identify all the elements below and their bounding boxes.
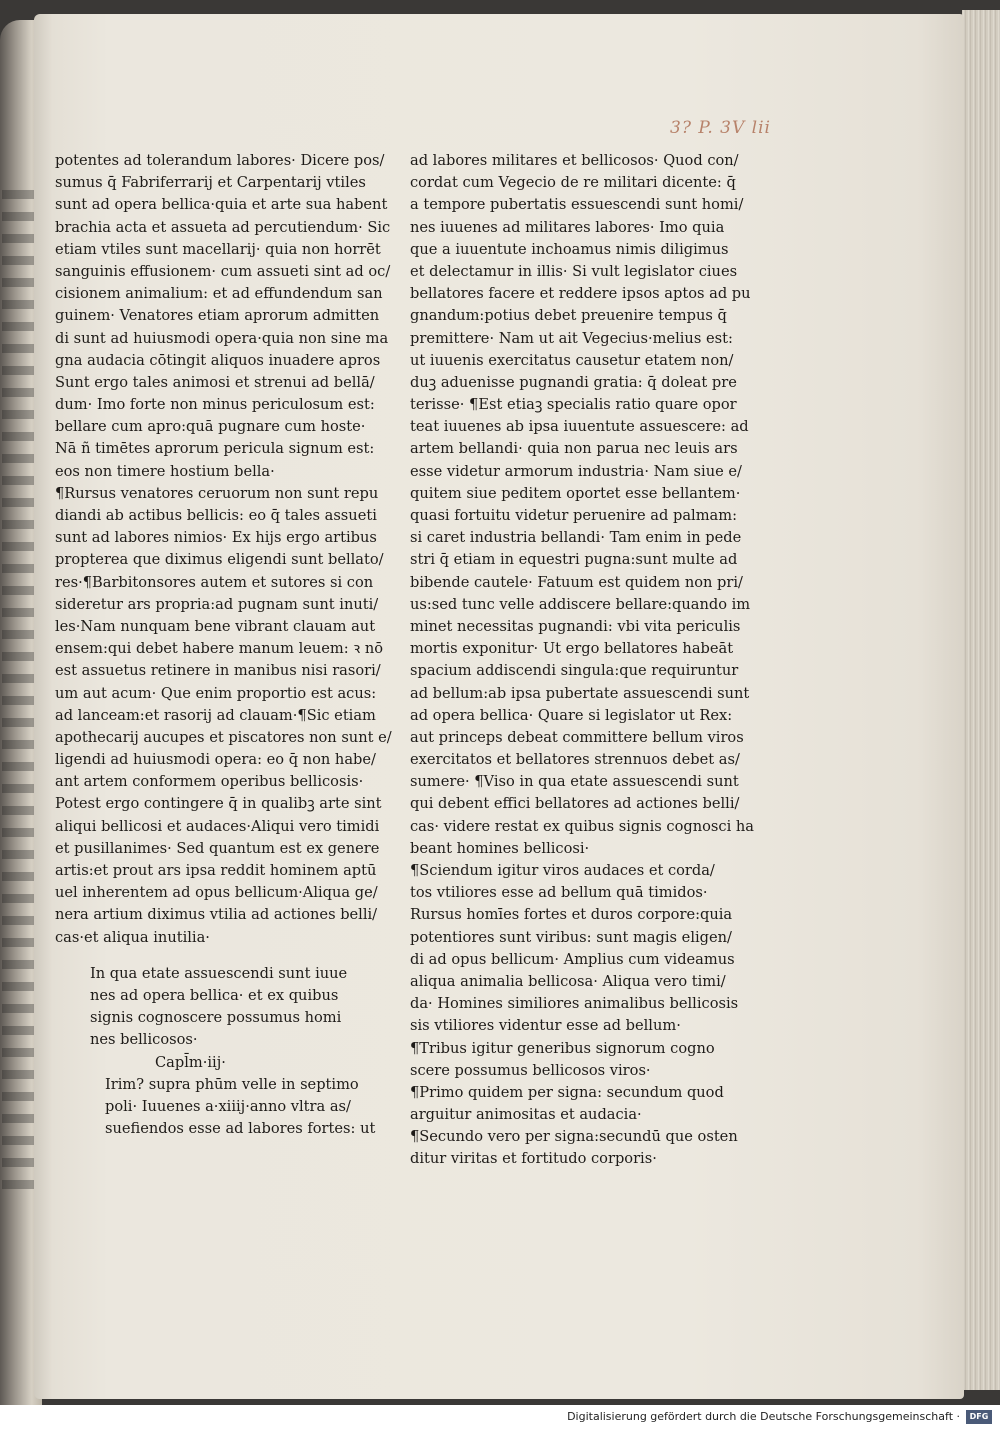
text-line: sunt ad labores nimios· Ex hijs ergo artibus [55,529,377,547]
text-line: aliqua animalia bellicosa· Aliqua vero timi/ [410,972,726,990]
dfg-logo: DFG [966,1410,992,1424]
text-line: Irim? supra phūm velle in septimo [105,1075,359,1093]
text-line: Capl̄m·iij· [155,1053,226,1071]
text-line: dum· Imo forte non minus periculosum est: [55,396,375,414]
text-line: ut iuuenis exercitatus causetur etatem non/ [410,351,734,369]
text-line: aliqui bellicosi et audaces·Aliqui vero timidi [55,817,380,835]
text-line: Nā ñ timētes aprorum pericula signum est: [55,440,375,458]
shelfmark-annotation: 3? P. 3V lii [670,118,771,138]
page-edges [962,10,1000,1390]
text-line: teat iuuenes ab ipsa iuuentute assuescere: ad [410,418,749,436]
text-line: nes bellicosos· [90,1031,198,1049]
text-line: quasi fortuitu videtur peruenire ad palmam: [410,507,737,524]
text-line: sumus q̄ Fabriferrarij et Carpentarij vtiles [55,174,366,192]
text-line: scere possumus bellicosos viros· [410,1061,651,1079]
text-line: premittere· Nam ut ait Vegecius·melius est: [410,329,733,347]
text-line: signis cognoscere possumus homi [90,1009,342,1027]
right-text-column [410,150,754,1171]
text-line [55,949,385,963]
text-line: ensem:qui debet habere manum leuem: ꝛ nō [55,640,384,658]
text-line: cas· videre restat ex quibus signis cognosci ha [410,817,754,835]
text-line: gna audacia cōtingit aliquos inuadere apros [55,351,381,369]
text-line: les·Nam nunquam bene vibrant clauam aut [55,617,376,635]
text-line: si caret industria bellandi· Tam enim in pede [410,529,742,547]
text-line: bibende cautele· Fatuum est quidem non pri/ [410,573,743,591]
text-line: nes iuuenes ad militares labores· Imo quia [410,218,725,236]
text-line: ant artem conformem operibus bellicosis· [55,773,364,791]
text-line: duꝫ aduenisse pugnandi gratia: q̄ doleat pre [410,373,737,391]
text-line: ¶Sciendum igitur viros audaces et corda/ [410,862,715,879]
text-line: poli· Iuuenes a·xiiij·anno vltra as/ [105,1097,351,1115]
text-line: tos vtiliores esse ad bellum quā timidos· [410,884,708,902]
footer-bar [0,1405,1000,1429]
text-line: Sunt ergo tales animosi et strenui ad bellā/ [55,373,375,391]
text-line: di ad opus bellicum· Amplius cum videamus [410,950,735,968]
text-line: In qua etate assuescendi sunt iuue [90,964,348,982]
text-line: sunt ad opera bellica·quia et arte sua habent [55,196,388,214]
text-line: sumere· ¶Viso in qua etate assuescendi sunt [410,773,739,791]
text-line: et pusillanimes· Sed quantum est ex genere [55,839,380,857]
text-line: ¶Secundo vero per signa:secundū que osten [410,1128,738,1146]
text-line: ligendi ad huiusmodi opera: eo q̄ non habe/ [55,751,376,769]
text-line: quitem siue peditem oportet esse bellantem· [410,484,741,502]
text-line: sis vtiliores videntur esse ad bellum· [410,1017,681,1035]
text-line: ad lanceam:et rasorij ad clauam·¶Sic etiam [55,706,376,724]
text-line: cas·et aliqua inutilia· [55,928,210,946]
text-line: etiam vtiles sunt macellarij· quia non horrēt [55,240,381,258]
text-line: stri q̄ etiam in equestri pugna:sunt multe ad [410,551,738,569]
text-line: uel inherentem ad opus bellicum·Aliqua ge/ [55,884,378,902]
text-line: potentiores sunt viribus: sunt magis eligen/ [410,928,732,946]
text-line: beant homines bellicosi· [410,839,590,857]
text-line: qui debent effici bellatores ad actiones belli/ [410,795,740,813]
text-line: ad labores militares et bellicosos· Quod con/ [410,152,739,169]
text-line: artem bellandi· quia non parua nec leuis ars [410,440,738,458]
text-line: sanguinis effusionem· cum assueti sint ad oc/ [55,262,391,280]
text-line: cisionem animalium: et ad effundendum san [55,285,383,303]
text-line: apothecarij aucupes et piscatores non sunt e/ [55,728,392,746]
text-line: nera artium diximus vtilia ad actiones belli/ [55,906,378,924]
text-line: sideretur ars propria:ad pugnam sunt inuti/ [55,595,379,613]
text-line: ¶Rursus venatores ceruorum non sunt repu [55,484,379,502]
text-line: terisse· ¶Est etiaꝫ specialis ratio quare opor [410,396,737,414]
left-text-column [55,150,392,1140]
text-line: eos non timere hostium bella· [55,462,275,480]
text-line: gnandum:potius debet preuenire tempus q̄ [410,307,727,325]
text-line: bellare cum apro:quā pugnare cum hoste· [55,418,366,436]
text-line: da· Homines similiores animalibus bellicosis [410,995,739,1013]
text-line: Rursus homīes fortes et duros corpore:quia [410,906,733,924]
text-line: guinem· Venatores etiam aprorum admitten [55,307,380,325]
text-line: ¶Primo quidem per signa: secundum quod [410,1083,724,1101]
text-line: ad bellum:ab ipsa pubertate assuescendi sunt [410,684,750,702]
previous-page-text-fragments [2,190,38,1190]
text-line: artis:et prout ars ipsa reddit hominem aptū [55,862,377,879]
text-line: res·¶Barbitonsores autem et sutores si con [55,573,374,591]
text-line: Potest ergo contingere q̄ in qualibꝫ arte sint [55,795,382,813]
text-line: diandi ab actibus bellicis: eo q̄ tales assueti [55,507,377,524]
text-line: ad opera bellica· Quare si legislator ut Rex: [410,706,733,724]
text-line: ¶Tribus igitur generibus signorum cogno [410,1039,715,1057]
text-line: bellatores facere et reddere ipsos aptos ad pu [410,285,751,303]
text-line: propterea que diximus eligendi sunt bellato/ [55,551,384,569]
text-line: esse videtur armorum industria· Nam siue e/ [410,462,742,480]
text-line: minet necessitas pugnandi: vbi vita periculis [410,617,741,635]
text-line: exercitatos et bellatores strennuos debet as/ [410,751,740,769]
text-line: mortis exponitur· Ut ergo bellatores habeāt [410,640,734,658]
funding-credit: Digitalisierung gefördert durch die Deutsche Forschungsgemeinschaft · [567,1410,960,1423]
text-line: est assuetus retinere in manibus nisi rasori/ [55,662,381,680]
text-line: di sunt ad huiusmodi opera·quia non sine ma [55,329,389,347]
text-line: nes ad opera bellica· et ex quibus [90,986,339,1004]
text-line: potentes ad tolerandum labores· Dicere pos/ [55,152,385,169]
text-line: et delectamur in illis· Si vult legislator ciues [410,262,738,280]
text-line: cordat cum Vegecio de re militari dicente: q̄ [410,174,736,192]
text-line: brachia acta et assueta ad percutiendum· Sic [55,218,391,236]
text-line: a tempore pubertatis essuescendi sunt homi/ [410,196,744,214]
text-line: aut princeps debeat committere bellum viros [410,728,744,746]
text-line: us:sed tunc velle addiscere bellare:quando im [410,595,751,613]
text-line: suefiendos esse ad labores fortes: ut [105,1120,376,1138]
text-line: que a iuuentute inchoamus nimis diligimus [410,240,729,258]
text-line: ditur viritas et fortitudo corporis· [410,1150,657,1168]
text-line: spacium addiscendi singula:que requiruntur [410,662,739,680]
text-line: arguitur animositas et audacia· [410,1106,642,1124]
text-line: um aut acum· Que enim proportio est acus: [55,684,377,702]
